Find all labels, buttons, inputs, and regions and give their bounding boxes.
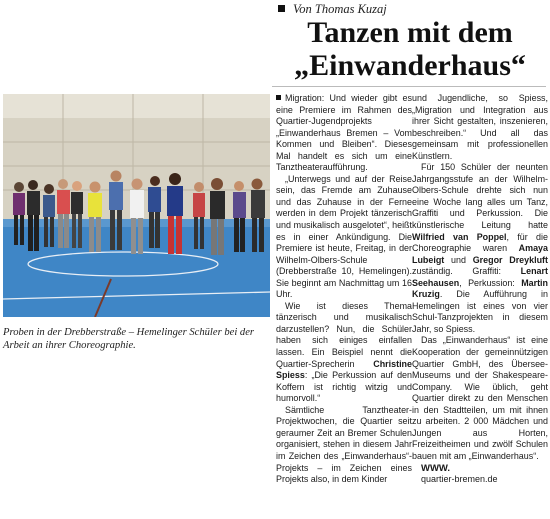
www-label: WWW. xyxy=(421,462,451,474)
headline-line-1: Tanzen mit dem xyxy=(307,16,513,49)
article-photo xyxy=(3,94,270,317)
paragraph xyxy=(276,301,412,405)
paragraph-text: . Die Aufführung in Hemelingen ist eines von vier Schul-Tanzprojekten in diesem Jahr, so Spiess. xyxy=(412,289,548,334)
url-text[interactable]: quartier-bremen.de xyxy=(421,474,498,485)
paragraph-text: : „Die Perkussion auf den Koffern ist richtig witzig und humorvoll.“ xyxy=(276,370,412,404)
paragraph: „Unterwegs und auf der Reise sein, das Fremde am Zuhause und das Zuhause in der Ferne werden in dem Projekt tänzerisch und musikalisch ausgelotet“, heißt es in einer Ankündigung. Die Premiere ist heute, Freitag, in der Wilhelm-Olbers-Schule (Drebberstraße 10, Hemelingen). Sie beginnt am Nachmittag um 16 Uhr. xyxy=(276,173,412,300)
person-name: Wilfried van Poppel xyxy=(412,231,507,242)
divider xyxy=(272,86,546,87)
bullet-square-icon xyxy=(276,95,281,100)
paragraph-text: Migration: Und wieder gibt es eine Premiere im Rahmen des Quartier-Jugendprojekts „Einwanderhaus Bremen – Vom Kommen und Bleiben“. Dieses Mal handelt es sich um eine Tanztheateraufführung. xyxy=(276,93,412,173)
paragraph-text: zuständig. Graffiti: xyxy=(412,266,502,277)
paragraph: Sämtliche Tanztheater-Projektwochen, die Quartier seit geraumer Zeit an Bremer Schulen organisiert, stehen in diesem Jahr im Zeichen des „Einwanderhaus“-Projekts – im Zeichen eines Projekts also, in dem Kinder xyxy=(276,404,412,485)
web-link[interactable] xyxy=(412,463,548,486)
person-name: Lenart Seehausen xyxy=(412,266,548,288)
headline xyxy=(272,16,548,82)
paragraph-text: , Perkussion: xyxy=(459,277,515,288)
person-name: Martin Kruzig xyxy=(412,277,548,300)
paragraph-text: Wie ist dieses Thema tänzerisch und musikalisch darzustellen? Nun, die Schüler haben sich einiges einfallen lassen. Ein Beispiel nennt die Quartier-Sprecherin xyxy=(276,300,412,369)
byline-text: Von Thomas Kuzaj xyxy=(293,2,387,16)
bullet-square-icon xyxy=(278,5,285,12)
paragraph: Das „Einwanderhaus“ ist eine Kooperation der gemeinnützigen Quartier GmbH, des Übersee-Museums und der Shakespeare-Company. Wie üblich, geht Quartier direkt zu den Menschen in den Stadtteilen, um mit ihnen zu arbeiten. 2 000 Mädchen und Jungen aus Horten, Freizeitheimen und zwölf Schulen bauen mit am „Einwanderhaus“. xyxy=(412,335,548,461)
paragraph-text: und xyxy=(451,254,466,265)
photo-caption: Proben in der Drebberstraße – Hemelinger Schüler bei der Arbeit an ihrer Choreographie. xyxy=(3,327,255,351)
paragraph-text: Für 150 Schüler der neunten Jahrgangsstufe an der Wilhelm-Olbers-Schule drehte sich nun eine Woche lang alles um Tanz, Graffiti und Perkussion. Die künstlerische Leitung hatte xyxy=(412,162,548,231)
article-column-2 xyxy=(412,93,548,486)
paragraph: und Jugendliche, so Spiess, „Migration und Integration aus ihrer Sicht gestalten, inszenieren, beschreiben.“ Und all das gemeinsam mit professionellen Künstlern. xyxy=(412,93,548,161)
article-column-1 xyxy=(276,93,412,486)
headline-line-2: „Einwanderhaus“ xyxy=(294,49,526,82)
person-name: Amaya Lubeigt xyxy=(412,243,548,265)
paragraph xyxy=(412,162,548,335)
paragraph-text: , für die Choreographie waren xyxy=(412,231,548,254)
person-name: Christine Spiess xyxy=(276,358,412,381)
person-name: Gregor Dreykluft xyxy=(472,254,548,265)
paragraph xyxy=(276,93,412,174)
byline xyxy=(278,2,387,17)
